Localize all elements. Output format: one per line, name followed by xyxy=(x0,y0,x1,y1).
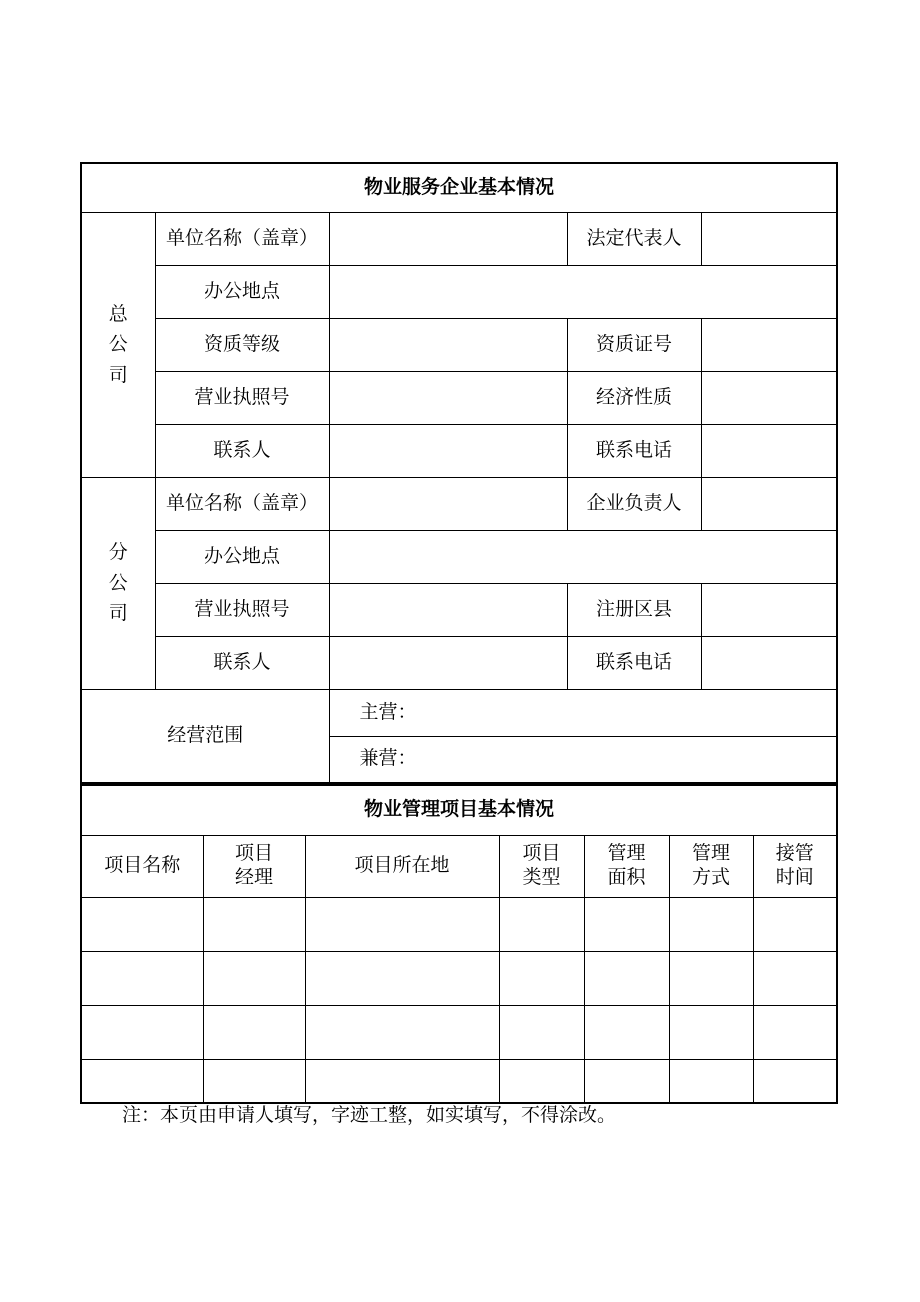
branch-office-label: 办公地点 xyxy=(155,530,329,583)
hq-phone-label: 联系电话 xyxy=(567,424,701,477)
table-cell[interactable] xyxy=(499,897,584,951)
table-cell[interactable] xyxy=(499,951,584,1005)
branch-unit-name-label: 单位名称（盖章） xyxy=(155,477,329,530)
branch-phone-field[interactable] xyxy=(701,636,837,689)
table-cell[interactable] xyxy=(499,1005,584,1059)
table-cell[interactable] xyxy=(753,1005,837,1059)
hq-legal-rep-field[interactable] xyxy=(701,212,837,265)
hq-char-1: 总 xyxy=(108,302,128,325)
branch-office-field[interactable] xyxy=(329,530,837,583)
table-cell[interactable] xyxy=(669,897,753,951)
header-managed-area xyxy=(584,835,669,897)
table-row xyxy=(81,1059,837,1103)
table-cell[interactable] xyxy=(81,1059,203,1103)
branch-license-label: 营业执照号 xyxy=(155,583,329,636)
table-row xyxy=(81,897,837,951)
table-cell[interactable] xyxy=(203,1059,305,1103)
hq-license-field[interactable] xyxy=(329,371,567,424)
table-cell[interactable] xyxy=(584,897,669,951)
header-project-manager-line1: 项目 xyxy=(234,842,273,865)
header-project-type xyxy=(499,835,584,897)
hq-phone-field[interactable] xyxy=(701,424,837,477)
branch-char-3: 司 xyxy=(108,602,128,625)
branch-section-label xyxy=(81,477,155,689)
branch-phone-label: 联系电话 xyxy=(567,636,701,689)
hq-contact-label: 联系人 xyxy=(155,424,329,477)
table-row xyxy=(81,1005,837,1059)
hq-qual-level-field[interactable] xyxy=(329,318,567,371)
header-management-mode-line1: 管理 xyxy=(691,842,730,865)
branch-district-label: 注册区县 xyxy=(567,583,701,636)
table-row xyxy=(81,951,837,1005)
hq-char-2: 公 xyxy=(108,333,128,356)
table-cell[interactable] xyxy=(669,1005,753,1059)
header-project-manager xyxy=(203,835,305,897)
enterprise-info-table xyxy=(80,162,838,784)
header-takeover-time xyxy=(753,835,837,897)
branch-unit-name-field[interactable] xyxy=(329,477,567,530)
branch-manager-field[interactable] xyxy=(701,477,837,530)
hq-econ-nature-field[interactable] xyxy=(701,371,837,424)
hq-unit-name-field[interactable] xyxy=(329,212,567,265)
project-info-table xyxy=(80,784,838,1104)
table-cell[interactable] xyxy=(669,951,753,1005)
table-cell[interactable] xyxy=(584,951,669,1005)
hq-section-label xyxy=(81,212,155,477)
table-cell[interactable] xyxy=(753,1059,837,1103)
hq-econ-nature-label: 经济性质 xyxy=(567,371,701,424)
hq-contact-field[interactable] xyxy=(329,424,567,477)
hq-license-label: 营业执照号 xyxy=(155,371,329,424)
hq-office-label: 办公地点 xyxy=(155,265,329,318)
header-managed-area-line1: 管理 xyxy=(607,842,646,865)
hq-qual-cert-label: 资质证号 xyxy=(567,318,701,371)
header-management-mode-line2: 方式 xyxy=(691,866,730,888)
hq-qual-cert-field[interactable] xyxy=(701,318,837,371)
table-cell[interactable] xyxy=(81,897,203,951)
project-table-title: 物业管理项目基本情况 xyxy=(81,785,837,835)
table-cell[interactable] xyxy=(203,897,305,951)
branch-char-2: 公 xyxy=(108,571,128,594)
branch-manager-label: 企业负责人 xyxy=(567,477,701,530)
header-project-location: 项目所在地 xyxy=(305,835,499,897)
table-cell[interactable] xyxy=(499,1059,584,1103)
table-cell[interactable] xyxy=(669,1059,753,1103)
header-takeover-time-line1: 接管 xyxy=(775,842,814,865)
branch-char-1: 分 xyxy=(108,541,128,564)
hq-unit-name-label: 单位名称（盖章） xyxy=(155,212,329,265)
table-cell[interactable] xyxy=(584,1005,669,1059)
branch-license-field[interactable] xyxy=(329,583,567,636)
table-cell[interactable] xyxy=(203,951,305,1005)
hq-qual-level-label: 资质等级 xyxy=(155,318,329,371)
table-cell[interactable] xyxy=(305,1059,499,1103)
table-cell[interactable] xyxy=(753,897,837,951)
header-managed-area-line2: 面积 xyxy=(607,866,646,888)
form-container xyxy=(80,162,836,1104)
branch-contact-label: 联系人 xyxy=(155,636,329,689)
branch-contact-field[interactable] xyxy=(329,636,567,689)
table-cell[interactable] xyxy=(203,1005,305,1059)
branch-district-field[interactable] xyxy=(701,583,837,636)
header-project-manager-line2: 经理 xyxy=(234,866,273,888)
table-cell[interactable] xyxy=(305,897,499,951)
table-cell[interactable] xyxy=(81,1005,203,1059)
table-cell[interactable] xyxy=(305,951,499,1005)
table-cell[interactable] xyxy=(305,1005,499,1059)
side-business-field[interactable]: 兼营： xyxy=(329,736,837,783)
hq-char-3: 司 xyxy=(108,363,128,386)
hq-legal-rep-label: 法定代表人 xyxy=(567,212,701,265)
header-takeover-time-line2: 时间 xyxy=(775,866,814,888)
main-business-field[interactable]: 主营： xyxy=(329,689,837,736)
footnote: 注：本页由申请人填写，字迹工整，如实填写，不得涂改。 xyxy=(122,1104,617,1126)
table-cell[interactable] xyxy=(81,951,203,1005)
enterprise-table-title: 物业服务企业基本情况 xyxy=(81,163,837,212)
table-cell[interactable] xyxy=(753,951,837,1005)
header-project-type-line2: 类型 xyxy=(522,866,561,888)
table-cell[interactable] xyxy=(584,1059,669,1103)
hq-office-field[interactable] xyxy=(329,265,837,318)
header-project-name: 项目名称 xyxy=(81,835,203,897)
business-scope-label: 经营范围 xyxy=(81,689,329,783)
header-project-type-line1: 项目 xyxy=(522,842,561,865)
header-management-mode xyxy=(669,835,753,897)
